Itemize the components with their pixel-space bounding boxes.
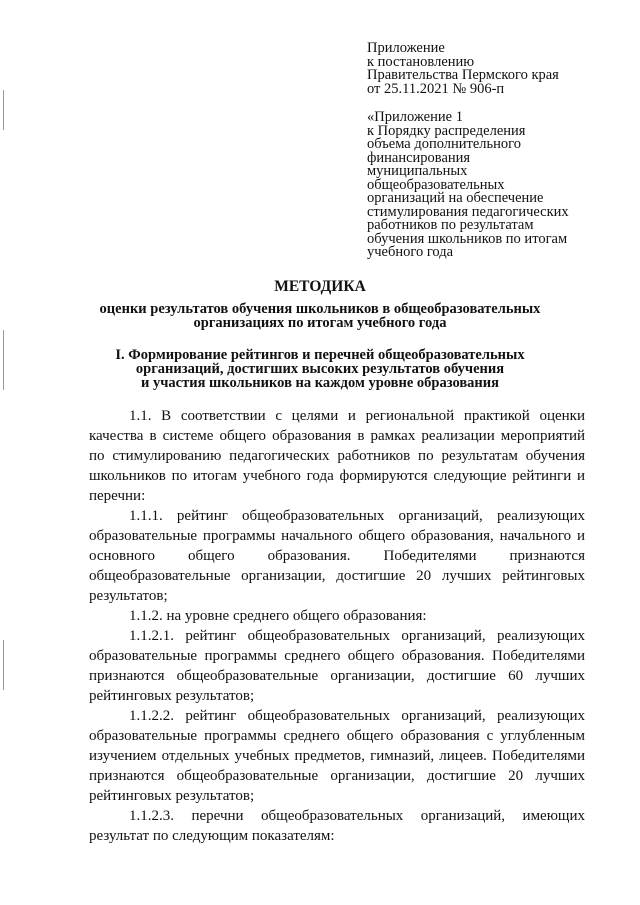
appendix-line: муниципальных [367, 163, 468, 179]
subtitle-line: оценки результатов обучения школьников в общеобразовательных [99, 301, 541, 317]
appendix-line: общеобразовательных [367, 176, 505, 193]
section-heading-line: I. Формирование рейтингов и перечней общеобразовательных [115, 347, 525, 363]
section-heading-line: и участия школьников на каждом уровне образования [141, 375, 499, 391]
appendix-line: стимулирования педагогических [367, 203, 569, 220]
body-paragraph: 1.1.1. рейтинг общеобразовательных организаций, реализующих образовательные программы начального общего образования, начального и основного общего образования. Победителями признаются общеобразовательные организации, достигшие 20 лучших рейтинговых результатов; [89, 508, 585, 604]
section-heading-line: организаций, достигших высоких результатов обучения [135, 361, 505, 377]
body-paragraph: 1.1. В соответствии с целями и региональной практикой оценки качества в системе общего образования в рамках реализации мероприятий по стимулированию педагогических работников по результатам обучения школьников по итогам учебного года формируются следующие рейтинги и перечни: [89, 408, 585, 504]
scan-edge-mark [3, 90, 4, 130]
header-line: Правительства Пермского края [367, 67, 559, 83]
appendix-line: работников по результатам [367, 217, 534, 233]
header-block [367, 42, 617, 260]
body-paragraph: 1.1.2.2. рейтинг общеобразовательных организаций, реализующих образовательные программы среднего общего образования с углубленным изучением отдельных учебных предметов, гимназий, лицеев. Победителями признаются общеобразовательные организации, достигшие 20 лучших рейтинговых результатов; [89, 708, 585, 804]
body-paragraph: 1.1.2.3. перечни общеобразовательных организаций, имеющих результат по следующим показателям: [89, 808, 585, 844]
appendix-line: учебного года [367, 244, 454, 260]
document-body [89, 406, 585, 846]
appendix-line: объема дополнительного [367, 136, 522, 152]
scan-edge-mark [3, 330, 4, 390]
appendix-line: финансирования [367, 149, 471, 166]
body-paragraph: 1.1.2.1. рейтинг общеобразовательных организаций, реализующих образовательные программы среднего общего образования. Победителями признаются общеобразовательные организации, достигшие 60 лучших рейтинговых результатов; [89, 628, 585, 704]
body-paragraph: 1.1.2. на уровне среднего общего образования: [129, 608, 427, 624]
document-subtitle [40, 302, 600, 330]
header-line: к постановлению [367, 53, 475, 70]
section-heading [40, 348, 600, 390]
subtitle-line: организациях по итогам учебного года [193, 315, 447, 331]
appendix-line: обучения школьников по итогам [367, 230, 568, 247]
scan-edge-mark [3, 640, 4, 690]
appendix-line: к Порядку распределения [367, 122, 526, 139]
header-line: от 25.11.2021 № 906-п [367, 80, 505, 97]
header-line: Приложение [367, 40, 445, 56]
appendix-line: организаций на обеспечение [367, 190, 544, 206]
document-title: МЕТОДИКА [274, 278, 366, 295]
appendix-line: «Приложение 1 [367, 109, 463, 125]
